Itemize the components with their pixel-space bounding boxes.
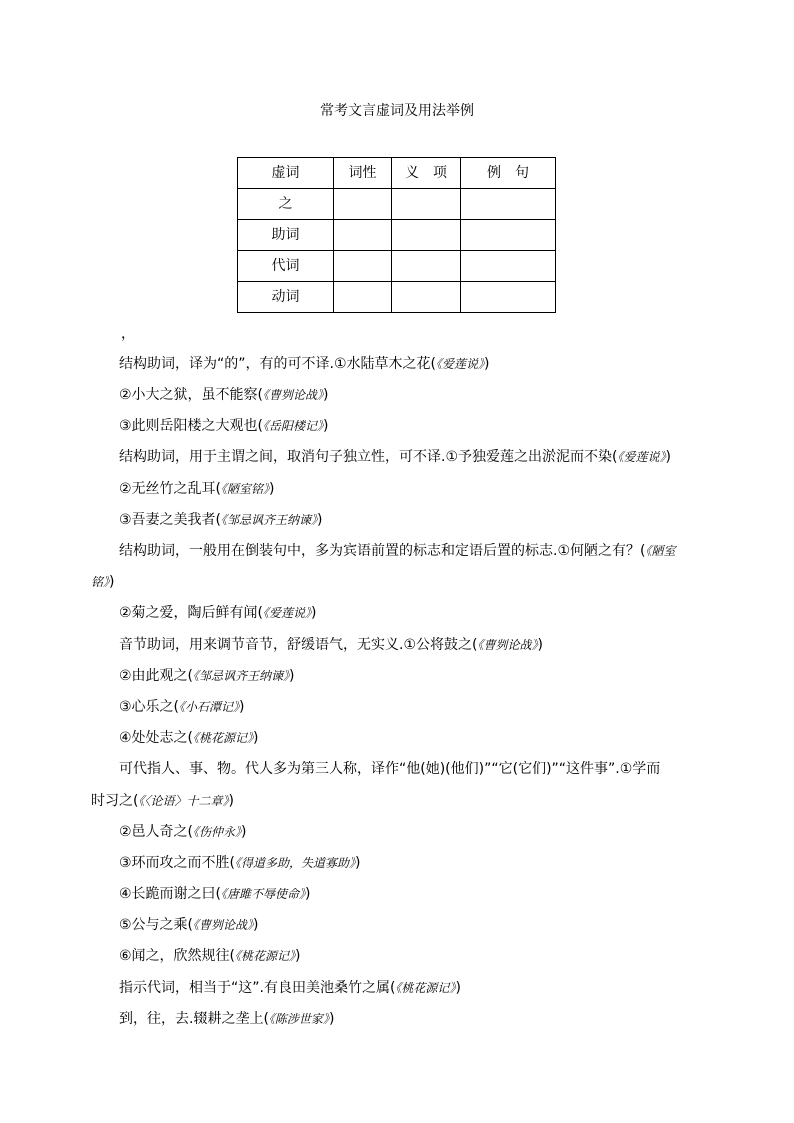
text-line [119,416,329,436]
line-tail: ) [253,730,259,746]
line-text: ②邑人奇之( [119,824,194,840]
source-citation: 《邹忌讽齐王纳谏》 [221,513,318,527]
line-text: ②由此观之( [119,668,194,684]
table-cell [461,251,556,282]
line-text: 结构助词，译为“的”，有的可不译.①水陆草木之花( [119,356,436,372]
line-tail: ) [228,793,234,809]
function-word-table [237,157,556,313]
table-cell [392,251,461,282]
line-tail: ) [295,948,301,964]
text-line [119,603,317,623]
source-citation: 《曹刿论战》 [263,388,324,402]
line-text: 到，往，去.辍耕之垄上( [119,1011,269,1027]
line-text: ③吾妻之美我者( [119,512,222,528]
source-citation: 《爱莲说》 [435,357,484,371]
stray-comma: ， [121,326,135,342]
table-row [238,251,556,282]
text-line [119,853,361,873]
table-header-cell: 虚词 [238,158,334,189]
text-line [119,666,295,686]
text-line [91,572,114,592]
table-cell [334,282,392,313]
table-cell: 代词 [238,251,334,282]
page-title: 常考文言虚词及用法举例 [320,103,474,119]
line-text: ③心乐之( [119,699,180,715]
line-text: ③环而攻之而不胜( [119,855,236,871]
table-header-cell: 词性 [334,158,392,189]
table-cell [334,220,392,251]
line-text: ②小大之狱，虽不能察( [119,387,264,403]
line-text: ③此则岳阳楼之大观也( [119,418,264,434]
table-cell: 之 [238,189,334,220]
source-citation: 《爱莲说》 [263,606,312,620]
table-cell [392,189,461,220]
line-text: ④处处志之( [119,730,194,746]
table-cell: 助词 [238,220,334,251]
line-tail: ) [241,824,247,840]
line-tail: ) [483,356,490,372]
text-line [119,385,329,405]
source-citation: 《陈涉世家》 [268,1012,329,1026]
table-header-row [238,158,556,189]
text-line [119,946,301,966]
line-tail: ) [323,387,329,403]
table-header-cell: 例 句 [461,158,556,189]
source-citation: 《陋室铭》 [221,482,270,496]
text-line [119,479,275,499]
text-line [119,635,543,655]
line-text: 音节助词，用来调节音节，舒缓语气，无实义.①公将鼓之( [119,637,478,653]
line-text: 指示代词，相当于“这”.有良田美池桑竹之属( [119,980,396,996]
table-cell [334,251,392,282]
line-tail: ) [269,481,275,497]
source-citation: 《邹忌讽齐王纳谏》 [193,669,290,683]
text-line [119,354,489,374]
source-citation: 《桃花源记》 [235,949,296,963]
table-row [238,189,556,220]
table-cell [334,189,392,220]
line-text: 可代指人、事、物。代人多为第三人称，译作“他(她)(他们)”“它(它们)”“这件事”.①学而 [119,761,661,777]
text-line [119,510,323,530]
text-line [119,915,259,935]
table-header-cell: 义 项 [392,158,461,189]
source-citation: 《岳阳楼记》 [263,419,324,433]
text-line [119,1009,334,1029]
text-line [119,978,461,998]
line-tail: ) [328,1011,335,1027]
source-citation: 《桃花源记》 [395,981,456,995]
source-citation: 《曹刿论战》 [193,918,254,932]
table-cell: 动词 [238,282,334,313]
line-text: ⑤公与之乘( [119,917,194,933]
table-row [238,220,556,251]
text-line [91,791,234,811]
source-citation: 铭》 [91,575,110,589]
source-citation: 《爱莲说》 [617,450,666,464]
line-tail: ) [289,668,295,684]
line-tail: ) [239,699,245,715]
source-citation: 《得道多助，失道寡助》 [235,856,356,870]
source-citation: 《〈论语〉十二章》 [138,794,229,808]
text-line [119,822,247,842]
text-line [119,697,245,717]
line-tail: ) [537,637,543,653]
line-tail: ) [253,917,259,933]
source-citation: 《唐雎不辱使命》 [221,887,306,901]
text-line [119,884,311,904]
table-cell [392,282,461,313]
line-text: ②无丝竹之乱耳( [119,481,222,497]
source-citation: 《小石潭记》 [179,700,240,714]
line-tail: ) [311,605,317,621]
source-citation: 《伤仲永》 [193,825,242,839]
source-citation: 《陋室 [645,544,676,558]
table-cell [461,282,556,313]
line-tail: ) [317,512,323,528]
text-line [119,447,671,467]
line-tail: ) [305,886,311,902]
source-citation: 《桃花源记》 [193,731,254,745]
table-cell [461,189,556,220]
line-text: 时习之( [91,793,139,809]
line-tail: ) [355,855,361,871]
text-line [119,541,675,561]
line-text: 结构助词，用于主谓之间，取消句子独立性，可不译.①予独爱莲之出淤泥而不染( [119,449,618,465]
table-row [238,282,556,313]
line-tail: ) [109,574,115,590]
line-text: 结构助词，一般用在倒装句中，多为宾语前置的标志和定语后置的标志.①何陋之有？( [119,543,646,559]
text-line [119,759,660,779]
table-cell [392,220,461,251]
line-text: ⑥闻之，欣然规往( [119,948,236,964]
line-tail: ) [665,449,671,465]
line-text: ②菊之爱，陶后鲜有闻( [119,605,264,621]
line-tail: ) [455,980,461,996]
text-line [119,728,259,748]
table-cell [461,220,556,251]
line-text: ④长跪而谢之曰( [119,886,222,902]
line-tail: ) [323,418,329,434]
source-citation: 《曹刿论战》 [477,638,538,652]
